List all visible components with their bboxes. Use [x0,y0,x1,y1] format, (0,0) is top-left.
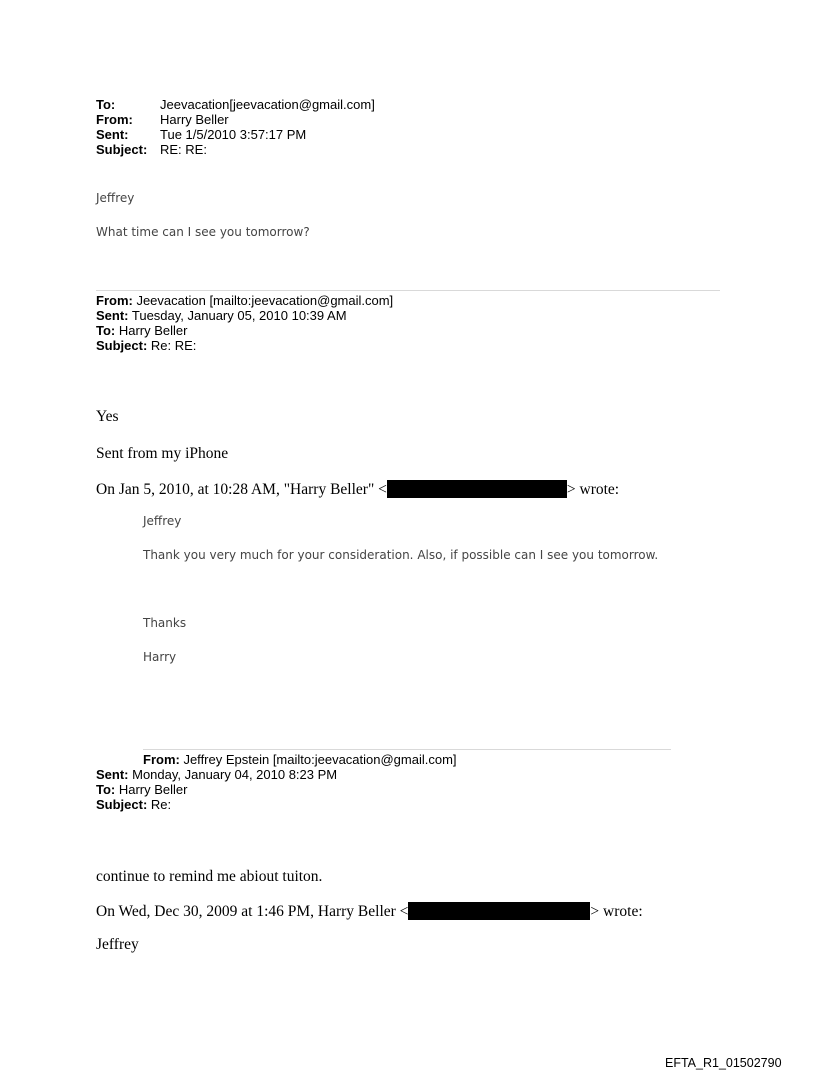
body3-greeting: Jeffrey [96,936,139,953]
header3-to-line [96,782,457,797]
body2-quote-intro [96,480,619,499]
from-value: Harry Beller [160,112,229,127]
header2-sent-line [96,308,393,323]
redaction-box [387,480,567,498]
subject-value: RE: RE: [160,142,207,157]
email-header-3 [96,752,457,812]
sent-label: Sent: [96,767,129,782]
to-label: To: [96,323,116,338]
quoted-name: Harry [143,650,177,664]
sent-label: Sent: [96,308,129,323]
sent-value: Monday, January 04, 2010 8:23 PM [128,767,338,782]
subject-value: Re: RE: [147,338,197,353]
quote-intro-end: > wrote: [566,481,620,498]
email-header-1 [96,97,496,161]
header2-from-line [96,293,393,308]
from-label: From: [96,293,133,308]
body1-greeting: Jeffrey [96,191,135,205]
sent-label: Sent: [96,127,129,142]
body1-text: What time can I see you tomorrow? [96,225,310,239]
quote-intro-end: > wrote: [590,903,643,920]
subject-label: Subject: [96,142,148,157]
subject-label: Subject: [96,797,148,812]
quoted-thanks: Thanks [143,616,187,630]
header3-from-line [96,752,457,767]
email-header-2 [96,293,393,353]
header2-to-line [96,323,393,338]
body2-yes: Yes [96,408,119,425]
from-value: Jeevacation [mailto:jeevacation@gmail.com] [132,293,394,308]
quoted-greeting: Jeffrey [143,514,182,528]
body2-sent-from: Sent from my iPhone [96,445,229,462]
to-value: Harry Beller [115,782,188,797]
body3-quote-intro [96,902,643,921]
to-value: Harry Beller [115,323,188,338]
header2-subject-line [96,338,393,353]
from-label: From: [96,112,133,127]
quote-intro-start: On Wed, Dec 30, 2009 at 1:46 PM, Harry Beller < [96,903,409,920]
sent-value: Tuesday, January 05, 2010 10:39 AM [128,308,347,323]
header3-sent-line [96,767,457,782]
from-label: From: [143,752,180,767]
to-label: To: [96,97,116,112]
to-label: To: [96,782,116,797]
subject-value: Re: [147,797,172,812]
divider-1 [96,290,720,291]
subject-label: Subject: [96,338,148,353]
quote-intro-start: On Jan 5, 2010, at 10:28 AM, "Harry Beller" < [96,481,387,498]
header3-subject-line [96,797,457,812]
body3-text: continue to remind me abiout tuiton. [96,868,323,885]
document-id: EFTA_R1_01502790 [665,1056,782,1070]
redaction-box [408,902,590,920]
quoted-text: Thank you very much for your consideration. Also, if possible can I see you tomorrow. [143,548,659,562]
divider-2 [143,749,671,750]
to-value: Jeevacation[jeevacation@gmail.com] [160,97,375,112]
from-value: Jeffrey Epstein [mailto:jeevacation@gmail.com] [179,752,457,767]
sent-value: Tue 1/5/2010 3:57:17 PM [160,127,307,142]
